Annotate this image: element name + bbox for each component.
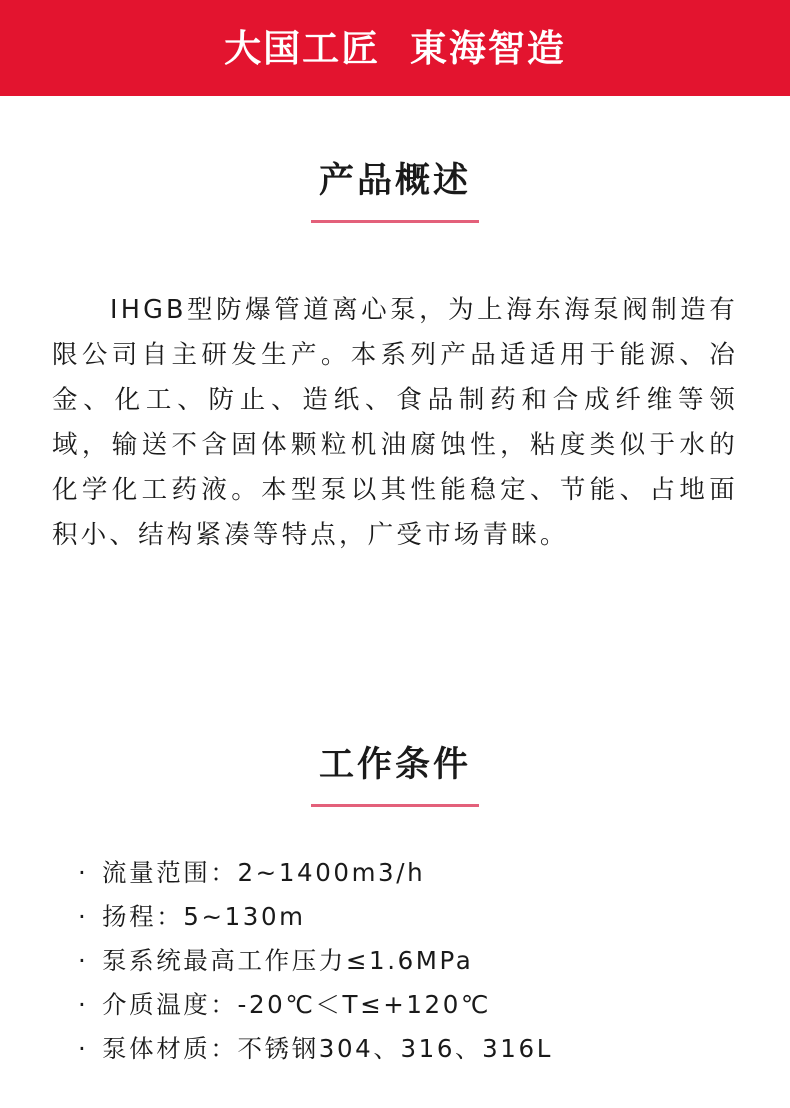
spec-text: 扬程：5~130m (102, 902, 306, 931)
list-item (78, 1027, 738, 1071)
section-working-conditions-header (0, 744, 790, 807)
list-item (78, 851, 738, 895)
spec-text: 介质温度：-20℃＜T≤+120℃ (102, 990, 492, 1019)
list-item (78, 983, 738, 1027)
section-title-overview: 产品概述 (318, 161, 471, 201)
bullet-icon: · (78, 1034, 89, 1063)
bullet-icon: · (78, 990, 89, 1019)
list-item (78, 939, 738, 983)
spec-text: 泵体材质：不锈钢304、316、316L (102, 1034, 553, 1063)
bullet-icon: · (78, 902, 89, 931)
section-overview-header (0, 160, 790, 223)
bullet-icon: · (78, 946, 89, 975)
overview-paragraph: IHGB型防爆管道离心泵，为上海东海泵阀制造有限公司自主研发生产。本系列产品适适用于能源、冶金、化工、防止、造纸、食品制药和合成纤维等领域，输送不含固体颗粒机油腐蚀性，粘度类似于水的化学化工药液。本型泵以其性能稳定、节能、占地面积小、结构紧凑等特点，广受市场青睐。 (52, 295, 738, 550)
spec-list (78, 851, 738, 1071)
list-item (78, 895, 738, 939)
banner-edge-stripe-right (764, 0, 790, 96)
section-title-working-conditions: 工作条件 (318, 745, 471, 785)
banner-title: 大国工匠 東海智造 (224, 26, 566, 70)
bullet-icon: · (78, 858, 89, 887)
banner-edge-stripe-left (0, 0, 26, 96)
section-rule-overview (311, 220, 479, 223)
spec-text: 流量范围：2~1400m3/h (102, 858, 426, 887)
section-rule-working-conditions (311, 804, 479, 807)
spec-text: 泵系统最高工作压力≤1.6MPa (102, 946, 474, 975)
page-banner (26, 0, 764, 96)
